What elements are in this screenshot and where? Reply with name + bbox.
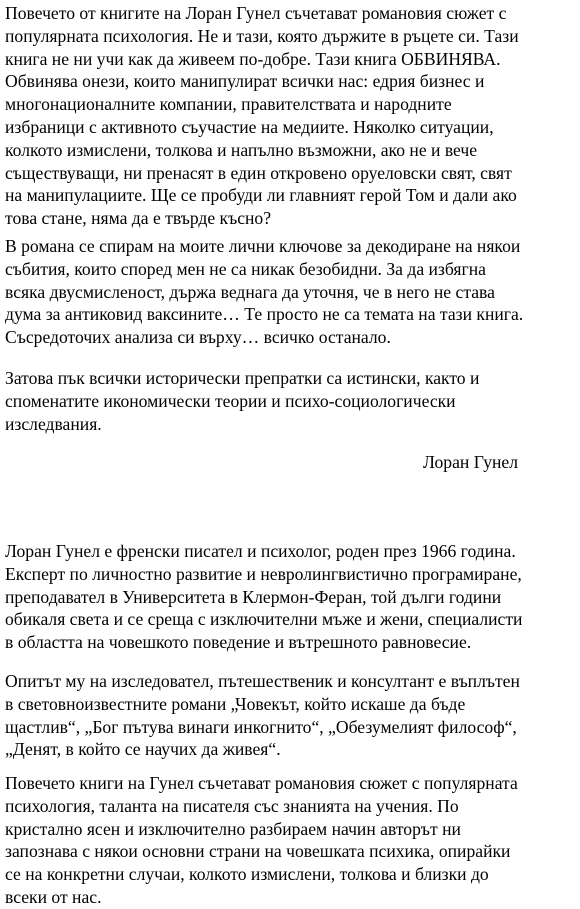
text-line: книга не ни учи как да живеем по-добре. Тази книга ОБВИНЯВА. <box>5 48 501 69</box>
text-line: кристално ясен и изключително разбираем начин авторът ни <box>5 818 461 839</box>
text-line: Опитът му на изследовател, пътешественик и консултант е въплътен <box>5 671 520 691</box>
bio-paragraph-2 <box>5 670 577 761</box>
text-line: Експерт по личностно развитие и невролингвистично програмиране, <box>5 563 522 584</box>
text-line: запознава с някои основни страни на човешката психика, опирайки <box>5 841 511 862</box>
text-line: избраници с активното съучастие на медиите. Няколко ситуации, <box>5 116 494 137</box>
text-line: В романа се спирам на моите лични ключове за декодиране на някои <box>5 236 521 256</box>
text-line: дума за антиковид ваксините… Те просто не са темата на тази книга. <box>5 304 524 325</box>
text-line: се на конкретни случаи, колкото измислени, толкова и близки до <box>5 864 489 885</box>
bio-paragraph-3 <box>5 772 577 909</box>
text-line: в световноизвестните романи „Човекът, който искаше да бъде <box>5 693 466 714</box>
intro-paragraph-3 <box>5 367 577 435</box>
text-line: щастлив“, „Бог пътува винаги инкогнито“, „Обезумелият философ“, <box>5 716 517 737</box>
text-line: на манипулациите. Ще се пробуди ли главният герой Том и дали ако <box>5 185 517 206</box>
text-line: събития, които според мен не са никак безобидни. За да избягна <box>5 258 486 279</box>
text-line: преподавател в Университета в Клермон-Феран, той дълги години <box>5 586 502 607</box>
text-line: Лоран Гунел е френски писател и психолог, роден през 1966 година. <box>5 541 516 561</box>
text-line: всяка двусмисленост, държа веднага да уточня, че в него не става <box>5 281 495 302</box>
text-line: Затова пък всички исторически препратки са истински, както и <box>5 368 480 388</box>
text-line: „Денят, в който се научих да живея“. <box>5 739 281 760</box>
text-line: многонационалните компании, правителствата и народните <box>5 94 452 115</box>
author-signature: Лоран Гунел <box>423 452 519 472</box>
text-line: в областта на човешкото поведение и вътрешното равновесие. <box>5 632 472 653</box>
text-line: популярната психология. Не и тази, която държите в ръцете си. Тази <box>5 25 519 46</box>
text-line: Обвинява онези, които манипулират всички нас: едрия бизнес и <box>5 71 485 92</box>
text-line: изследвания. <box>5 413 102 434</box>
text-line: Повечето книги на Гунел съчетават романовия сюжет с популярната <box>5 773 518 793</box>
intro-paragraph-2 <box>5 235 577 349</box>
text-line: съществуващи, ни пренасят в един откровено оруеловски свят, свят <box>5 162 512 183</box>
text-line: психология, таланта на писателя със знанията на учения. По <box>5 795 459 816</box>
text-line: обикаля света и се среща с изключителни мъже и жени, специалисти <box>5 609 523 630</box>
intro-paragraph-1 <box>5 2 577 230</box>
bio-paragraph-1 <box>5 540 577 654</box>
text-line: Повечето от книгите на Лоран Гунел съчетават романовия сюжет с <box>5 3 507 23</box>
text-line: колкото измислени, толкова и напълно възможни, ако не и вече <box>5 139 478 160</box>
text-line: Съсредоточих анализа си върху… всичко останало. <box>5 327 391 348</box>
text-line: това стане, няма да е твърде късно? <box>5 208 272 229</box>
text-line: споменатите икономически теории и психо-социологически <box>5 390 456 411</box>
text-line: всеки от нас. <box>5 886 102 907</box>
